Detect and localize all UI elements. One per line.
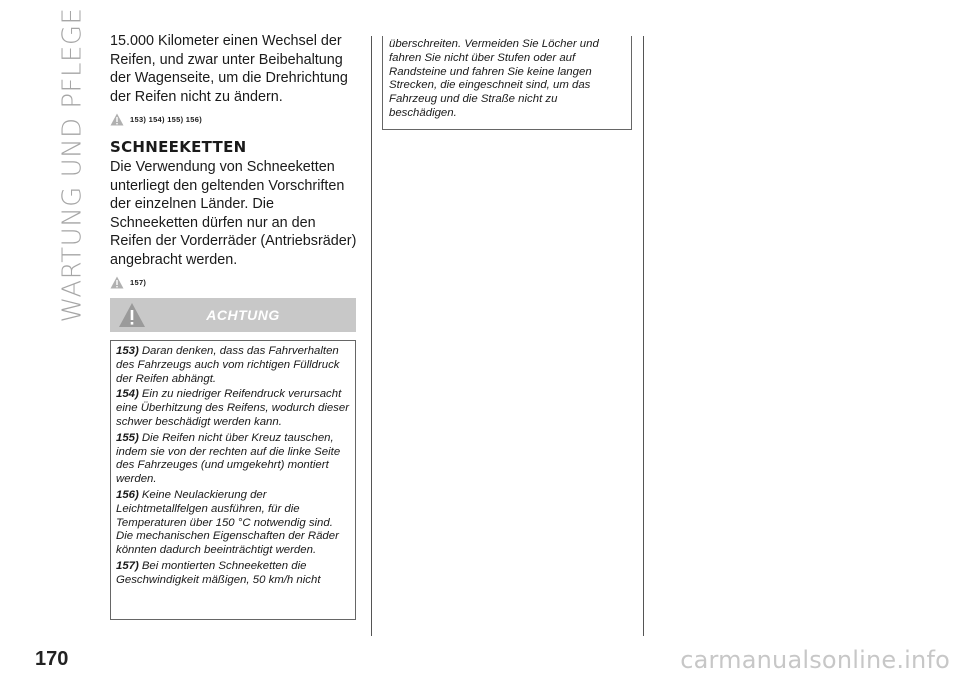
page-number: 170 — [35, 648, 69, 670]
body-refs-text: 157) — [130, 277, 147, 287]
warning-box-title: ACHTUNG — [206, 307, 280, 323]
intro-paragraph: 15.000 Kilometer einen Wechsel der Reifen, und zwar unter Beibehaltung der Wagenseite, um die Drehrichtung der Reifen nicht zu ändern. — [110, 33, 348, 105]
column-divider-right — [643, 36, 644, 636]
body-paragraph: Die Verwendung von Schneeketten unterliegt den geltenden Vorschriften der einzelnen Länder. Die Schneeketten dürfen nur an den Reifen der Vorderräder (Antriebsräder) angebracht werden. — [110, 159, 357, 268]
warning-box-continuation — [382, 36, 632, 130]
warning-box-body — [110, 340, 356, 620]
warning-item: 157) Bei montierten Schneeketten die Geschwindigkeit mäßigen, 50 km/h nicht — [116, 559, 321, 586]
column-1 — [110, 32, 360, 291]
body-warning-refs — [110, 273, 360, 291]
warning-box — [110, 298, 356, 620]
column-divider-left — [371, 36, 372, 636]
intro-warning-refs — [110, 110, 360, 128]
section-title-vertical — [50, 7, 94, 323]
warning-item: 153) Daran denken, dass das Fahrverhalten des Fahrzeugs auch vom richtigen Fülldruck der Reifen abhängt. — [116, 345, 340, 385]
warning-item: 156) Keine Neulackierung der Leichtmetallfelgen ausführen, für die Temperaturen über 150 °C notwendig sind. Die mechanischen Eigenschaften der Räder könnten dadurch beeinträchtigt werden. — [116, 488, 339, 557]
warning-box-header — [110, 298, 356, 332]
warning-triangle-icon — [110, 276, 124, 289]
intro-refs-text: 153) 154) 155) 156) — [130, 114, 202, 124]
continuation-text: überschreiten. Vermeiden Sie Löcher und fahren Sie nicht über Stufen oder auf Randsteine und fahren Sie keine langen Strecken, die eingeschneit sind, um das Fahrzeug und die Straße nicht zu beschädigen. — [389, 38, 599, 119]
warning-item: 154) Ein zu niedriger Reifendruck verursacht eine Überhitzung des Reifens, wodurch dieser schwer beschädigt werden kann. — [116, 388, 350, 428]
warning-item: 155) Die Reifen nicht über Kreuz tauschen, indem sie von der rechten auf die linke Seite des Fahrzeuges (und umgekehrt) montiert werden. — [116, 431, 341, 486]
section-title-text: WARTUNG UND PFLEGE — [57, 7, 87, 323]
watermark: carmanualsonline.info — [680, 646, 950, 674]
section-heading: SCHNEEKETTEN — [110, 138, 247, 156]
warning-triangle-icon — [110, 113, 124, 126]
